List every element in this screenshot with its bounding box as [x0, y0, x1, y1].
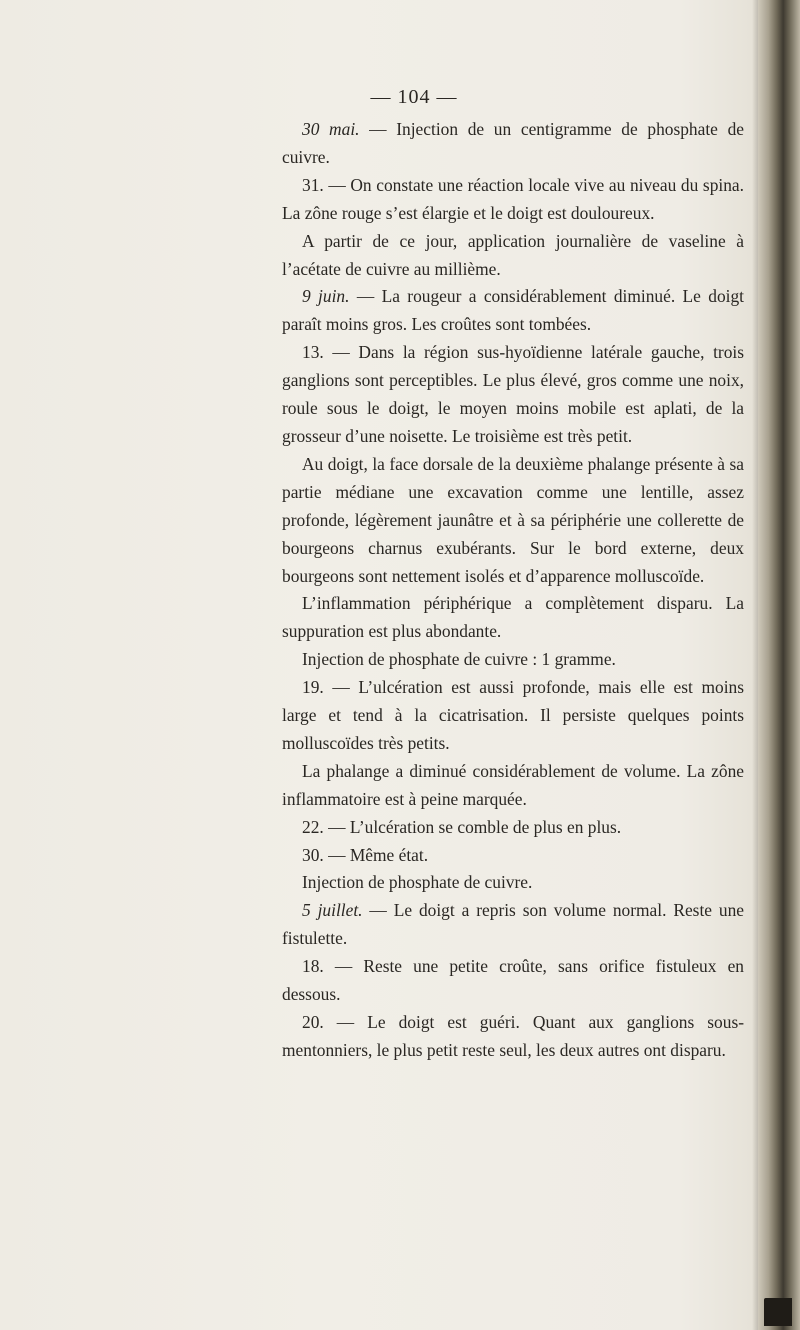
paragraph-text: Au doigt, la face dorsale de la deuxième phalange présente à sa partie médiane une excavation comme une lentille, assez profonde, légèrement jaunâtre et à sa périphérie une collerette de bourgeons charnus exubérants. Sur le bord externe, deux bourgeons sont nettement isolés et d’apparence molluscoïde.: [282, 453, 744, 586]
paragraph-text: 19. — L’ulcération est aussi profonde, mais elle est moins large et tend à la cicatrisation. Il persiste quelques points molluscoïdes très petits.: [282, 677, 744, 753]
paragraph-text: L’inflammation périphérique a complètement disparu. La suppuration est plus abondante.: [282, 593, 744, 642]
paragraph-12: [282, 842, 744, 870]
paragraph-text: 18. — Reste une petite croûte, sans orifice fistuleux en dessous.: [282, 956, 744, 1005]
paragraph-5: [282, 339, 744, 451]
date-label: 30 mai.: [302, 119, 360, 139]
paragraph-10: [282, 758, 744, 814]
paragraph-1: [282, 116, 744, 172]
paragraph-3: [282, 228, 744, 284]
paragraph-9: [282, 674, 744, 758]
paragraph-14: [282, 897, 744, 953]
book-binding: [758, 0, 800, 1330]
paragraph-text: 30. — Même état.: [302, 844, 429, 865]
paragraph-text: A partir de ce jour, application journalière de vaseline à l’acétate de cuivre au millième.: [282, 230, 744, 279]
paragraph-text: 31. — On constate une réaction locale vive au niveau du spina. La zône rouge s’est élargie et le doigt est douloureux.: [282, 174, 744, 223]
paragraph-text: 13. — Dans la région sus-hyoïdienne latérale gauche, trois ganglions sont perceptibles. Le plus élevé, gros comme une noix, roule sous le doigt, le moyen moins mobile est aplati, de la grosseur d’une noisette. Le troisième est très petit.: [282, 342, 744, 446]
paragraph-text: — La rougeur a considérablement diminué. Le doigt paraît moins gros. Les croûtes sont tombées.: [282, 286, 744, 335]
paragraph-4: [282, 283, 744, 339]
paragraph-text: Injection de phosphate de cuivre.: [302, 872, 533, 893]
paragraph-6: [282, 451, 744, 591]
paragraph-8: [282, 646, 744, 674]
paragraph-13: [282, 869, 744, 897]
corner-mark: [764, 1298, 792, 1326]
paragraph-15: [282, 953, 744, 1009]
paragraph-2: [282, 172, 744, 228]
paragraph-7: [282, 590, 744, 646]
paragraph-text: La phalange a diminué considérablement de volume. La zône inflammatoire est à peine marquée.: [282, 760, 744, 809]
page-header: [0, 86, 800, 109]
paragraph-text: — Le doigt a repris son volume normal. Reste une fistulette.: [282, 900, 745, 949]
date-label: 5 juillet.: [302, 900, 363, 921]
paragraph-16: [282, 1009, 744, 1065]
date-label: 9 juin.: [302, 286, 350, 307]
paragraph-text: 20. — Le doigt est guéri. Quant aux ganglions sous-mentonniers, le plus petit reste seul, les deux autres ont disparu.: [282, 1012, 744, 1060]
page-number: — 104 —: [370, 86, 458, 108]
paragraph-text: Injection de phosphate de cuivre : 1 gramme.: [302, 649, 616, 670]
paragraph-text: 22. — L’ulcération se comble de plus en plus.: [302, 816, 622, 837]
paragraph-text: — Injection de un centigramme de phosphate de cuivre.: [282, 119, 744, 167]
page-text: [282, 116, 744, 1065]
paragraph-11: [282, 814, 744, 842]
